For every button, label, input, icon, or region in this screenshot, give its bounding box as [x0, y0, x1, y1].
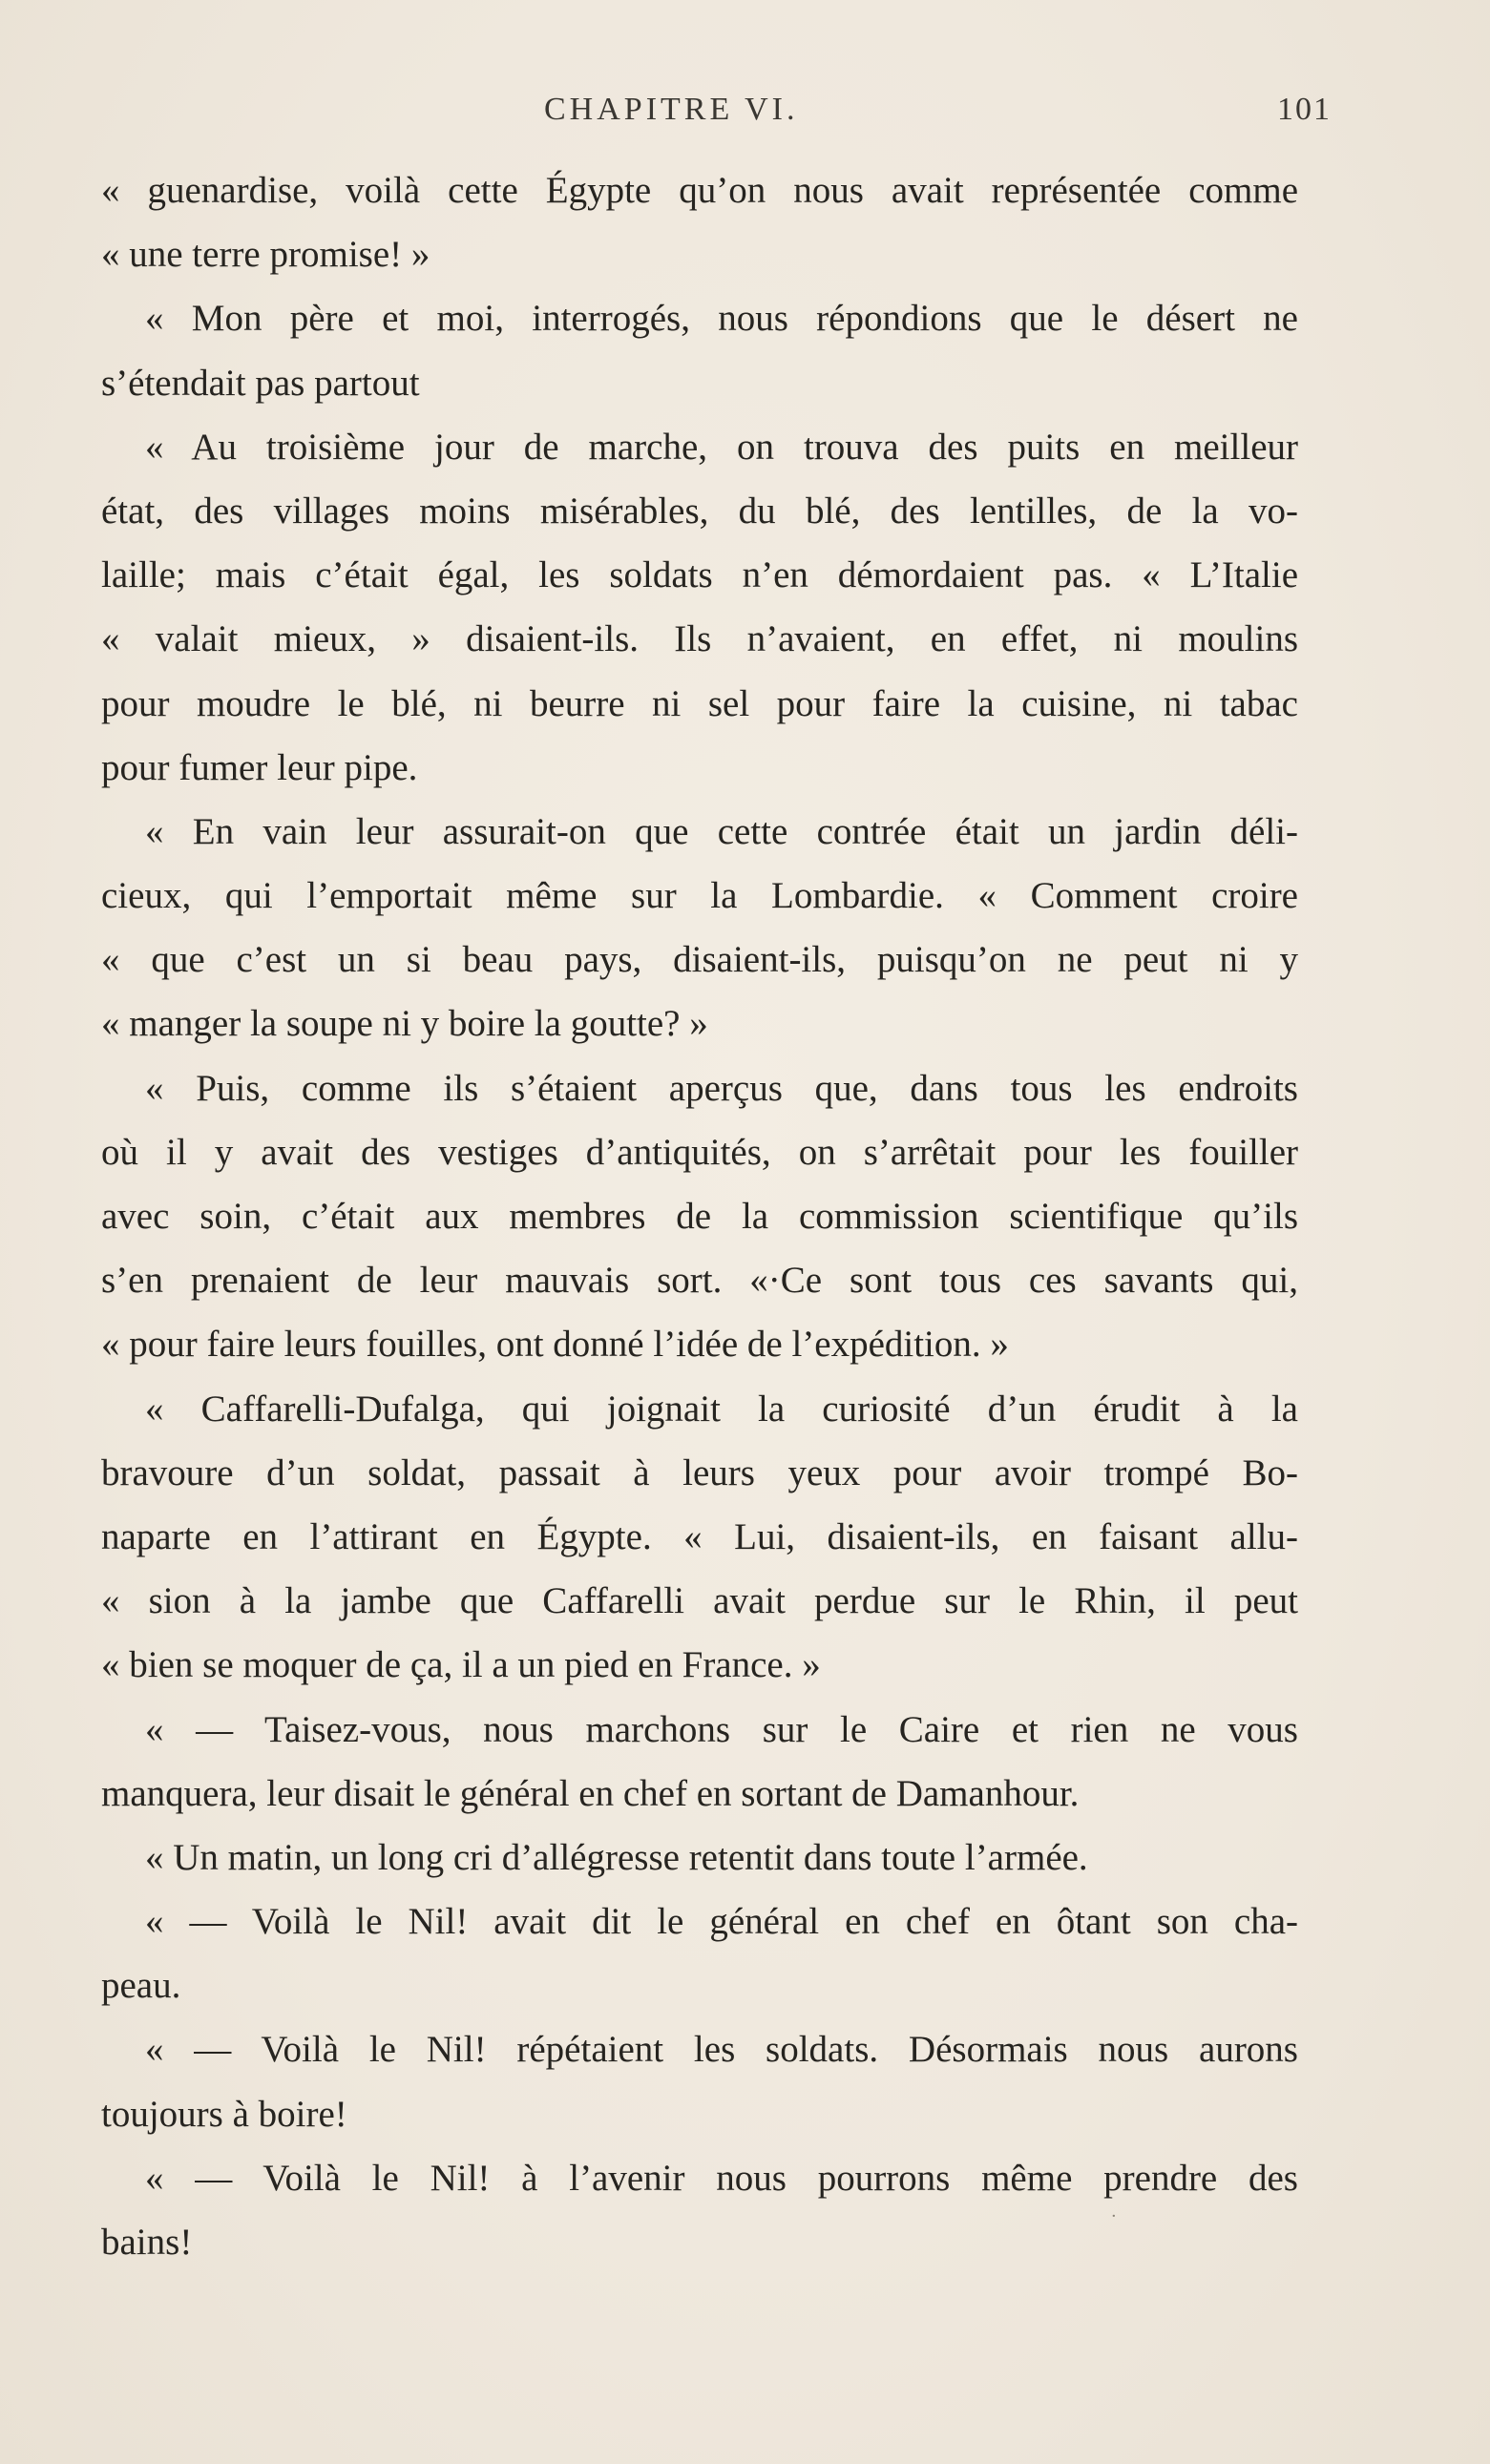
text-line: « Puis, comme ils s’étaient aperçus que, dans tous les endroits	[145, 1067, 1298, 1109]
text-line: pour fumer leur pipe.	[101, 746, 418, 788]
text-line: « Caffarelli-Dufalga, qui joignait la curiosité d’un érudit à la	[145, 1388, 1298, 1430]
text-line: cieux, qui l’emportait même sur la Lombardie. « Comment croire	[101, 875, 1298, 917]
text-line: « — Voilà le Nil! avait dit le général en chef en ôtant son cha-	[145, 1901, 1298, 1943]
print-speck: ·	[1111, 2206, 1117, 2226]
text-line: « — Voilà le Nil! à l’avenir nous pourrons même prendre des	[145, 2157, 1298, 2199]
text-line: « pour faire leurs fouilles, ont donné l’idée de l’expédition. »	[101, 1324, 1009, 1366]
text-line: « sion à la jambe que Caffarelli avait perdue sur le Rhin, il peut	[101, 1580, 1298, 1622]
running-head	[0, 92, 1490, 139]
text-line: « que c’est un si beau pays, disaient-ils, puisqu’on ne peut ni y	[101, 939, 1298, 981]
text-line: bravoure d’un soldat, passait à leurs yeux pour avoir trompé Bo-	[101, 1451, 1298, 1493]
text-line: « manger la soupe ni y boire la goutte? »	[101, 1003, 708, 1045]
text-line: toujours à boire!	[101, 2093, 347, 2135]
text-line: « En vain leur assurait-on que cette contrée était un jardin déli-	[145, 810, 1298, 852]
text-line: naparte en l’attirant en Égypte. « Lui, disaient-ils, en faisant allu-	[101, 1515, 1298, 1557]
text-line: « Un matin, un long cri d’allégresse retentit dans toute l’armée.	[145, 1836, 1088, 1878]
text-line: « valait mieux, » disaient-ils. Ils n’avaient, en effet, ni moulins	[101, 618, 1298, 660]
text-line: bains!	[101, 2222, 193, 2263]
text-line: s’en prenaient de leur mauvais sort. «·Ce sont tous ces savants qui,	[101, 1260, 1298, 1302]
text-line: s’étendait pas partout	[101, 362, 420, 404]
text-line: « une terre promise! »	[101, 234, 430, 276]
text-line: « — Taisez-vous, nous marchons sur le Caire et rien ne vous	[145, 1708, 1298, 1750]
text-line: « bien se moquer de ça, il a un pied en France. »	[101, 1644, 821, 1686]
text-line: manquera, leur disait le général en chef en sortant de Damanhour.	[101, 1772, 1080, 1814]
page-number: 101	[1277, 92, 1332, 127]
text-line: « guenardise, voilà cette Égypte qu’on nous avait représentée comme	[101, 170, 1298, 211]
text-line: avec soin, c’était aux membres de la commission scientifique qu’ils	[101, 1196, 1298, 1237]
text-line: laille; mais c’était égal, les soldats n’en démordaient pas. « L’Italie	[101, 554, 1298, 596]
text-line: peau.	[101, 1965, 181, 2007]
chapter-title: CHAPITRE VI.	[544, 92, 799, 127]
text-line: où il y avait des vestiges d’antiquités, on s’arrêtait pour les fouiller	[101, 1131, 1298, 1173]
body-text	[101, 158, 1298, 2274]
text-line: « Mon père et moi, interrogés, nous répondions que le désert ne	[145, 298, 1298, 340]
text-line: pour moudre le blé, ni beurre ni sel pour faire la cuisine, ni tabac	[101, 682, 1298, 724]
text-line: « — Voilà le Nil! répétaient les soldats. Désormais nous aurons	[145, 2029, 1298, 2071]
text-line: « Au troisième jour de marche, on trouva des puits en meilleur	[145, 426, 1298, 468]
text-line: état, des villages moins misérables, du blé, des lentilles, de la vo-	[101, 490, 1298, 532]
